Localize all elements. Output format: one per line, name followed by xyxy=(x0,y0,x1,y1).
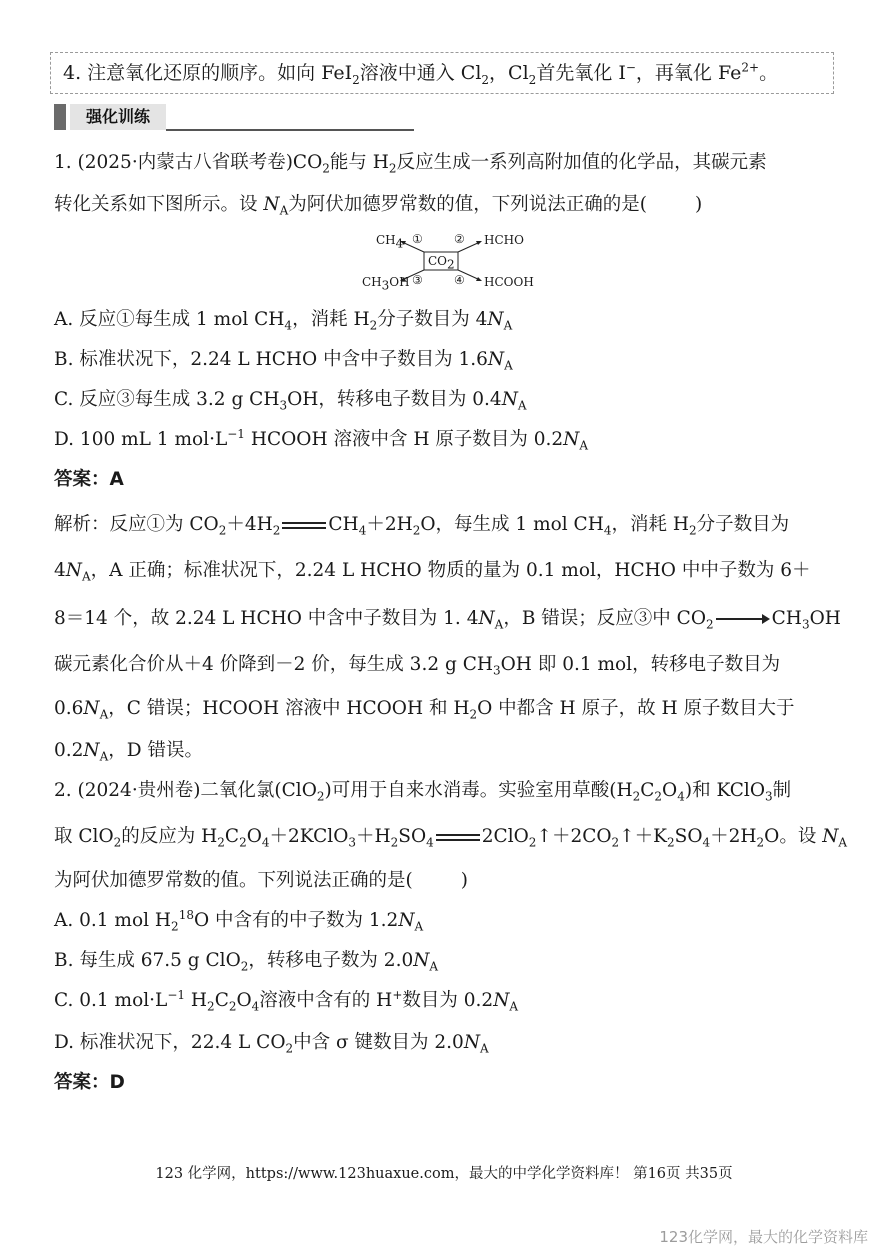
q1-option-a xyxy=(54,307,512,333)
text: C xyxy=(640,780,655,801)
text: A. 0.1 mol H xyxy=(54,910,172,931)
superscript: −1 xyxy=(167,987,186,1002)
diagram-number-4: ④ xyxy=(454,273,465,287)
q2-option-b xyxy=(54,948,438,974)
subscript: 2 xyxy=(240,959,249,974)
text: O 中含有的中子数为 1.2 xyxy=(193,910,399,931)
subscript: A xyxy=(279,203,289,218)
text: HCOOH 溶液中含 H 原子数目为 0.2 xyxy=(244,429,564,450)
subscript: 2 xyxy=(228,999,237,1014)
subscript: 2 xyxy=(217,835,225,850)
subscript: A xyxy=(517,398,527,413)
subscript: 4 xyxy=(603,523,612,538)
subscript: 4 xyxy=(677,789,685,804)
q1-explanation-line-5 xyxy=(54,696,794,722)
constant-n: N xyxy=(413,950,430,971)
subscript: 3 xyxy=(279,398,288,413)
text: OH xyxy=(389,275,410,289)
subscript: 2 xyxy=(352,72,360,87)
q1-option-c xyxy=(54,387,527,413)
equals-sign xyxy=(434,831,482,843)
subscript: 2 xyxy=(388,161,397,176)
q1-option-d xyxy=(54,427,588,453)
note-text: ，Cl xyxy=(489,62,529,84)
text: B. 每生成 67.5 g ClO xyxy=(54,950,241,971)
text: CO xyxy=(428,254,448,268)
text: O 中都含 H 原子，故 H 原子数目大于 xyxy=(477,698,795,719)
text: C. 反应③每生成 3.2 g CH xyxy=(54,389,280,410)
text: D. 标准状况下，22.4 L CO xyxy=(54,1032,286,1053)
text: 2ClO xyxy=(481,826,529,847)
note-box xyxy=(50,52,834,94)
superscript: 2+ xyxy=(741,60,760,75)
text: C. 0.1 mol·L xyxy=(54,990,168,1011)
text: CH xyxy=(328,514,359,535)
subscript: 2 xyxy=(272,523,281,538)
constant-n: N xyxy=(487,309,504,330)
text: O xyxy=(662,780,678,801)
q2-stem-line-2 xyxy=(54,824,847,850)
q1-explanation-line-2 xyxy=(54,558,811,584)
subscript: 2 xyxy=(369,318,378,333)
text: ，D 错误。 xyxy=(108,740,203,761)
subscript: 4 xyxy=(702,835,711,850)
note-text: 首先氧化 I xyxy=(536,62,626,84)
constant-n: N xyxy=(563,429,580,450)
subscript: 2 xyxy=(207,999,215,1014)
subscript: 2 xyxy=(611,835,620,850)
q1-stem-line-1 xyxy=(54,150,767,176)
text: ＋4H xyxy=(226,514,273,535)
note-text: 溶液中通入 Cl xyxy=(359,62,482,84)
constant-n: N xyxy=(263,194,280,215)
text: 碳元素化合价从＋4 价降到－2 价，每生成 3.2 g CH xyxy=(54,654,493,675)
subscript: A xyxy=(504,358,513,373)
text: 数目为 0.2 xyxy=(402,990,494,1011)
subscript: A xyxy=(480,1041,489,1056)
text: 能与 H xyxy=(329,152,389,173)
subscript: 2 xyxy=(756,835,765,850)
text: 分子数目为 4 xyxy=(377,309,488,330)
subscript: 2 xyxy=(469,707,478,722)
subscript: 2 xyxy=(218,523,227,538)
text: 中含 σ 键数目为 2.0 xyxy=(293,1032,464,1053)
subscript: 4 xyxy=(261,835,270,850)
text: O。设 xyxy=(764,826,823,847)
constant-n: N xyxy=(501,389,518,410)
text: 的反应为 H xyxy=(121,826,218,847)
section-heading xyxy=(54,104,414,130)
text: C xyxy=(214,990,229,1011)
subscript: 2 xyxy=(528,835,537,850)
q1-explanation-line-6 xyxy=(54,738,203,764)
q1-stem-line-2 xyxy=(54,192,702,218)
q1-explanation-line-3 xyxy=(54,606,841,632)
page-footer: 123 化学网，https://www.123huaxue.com，最大的中学化学资料库！ 第16页 共35页 xyxy=(155,1166,733,1182)
subscript: 4 xyxy=(395,236,404,251)
answer-value: D xyxy=(109,1072,125,1093)
text: ，消耗 H xyxy=(611,514,689,535)
q2-option-a xyxy=(54,908,423,934)
subscript: A xyxy=(414,919,424,934)
constant-n: N xyxy=(822,826,839,847)
text: 解析：反应①为 CO xyxy=(54,514,219,535)
q1-explanation-line-4 xyxy=(54,652,780,678)
text: 制 xyxy=(772,780,792,801)
diagram-hcho: HCHO xyxy=(484,233,524,247)
text: ，A 正确；标准状况下，2.24 L HCHO 物质的量为 0.1 mol，HCHO 中中子数为 6＋ xyxy=(90,560,811,581)
subscript: A xyxy=(429,959,439,974)
reaction-arrow xyxy=(714,613,772,625)
subscript: 2 xyxy=(322,161,330,176)
text: O，每生成 1 mol CH xyxy=(420,514,604,535)
text: 8＝14 个，故 2.24 L HCHO 中含中子数目为 1. 4 xyxy=(54,608,479,629)
note-text: 4. 注意氧化还原的顺序。如向 FeI xyxy=(63,62,353,84)
text: ＋2H xyxy=(366,514,413,535)
text: SO xyxy=(398,826,427,847)
subscript: 2 xyxy=(390,835,399,850)
text: 为阿伏加德罗常数的值，下列说法正确的是( xyxy=(288,194,647,215)
constant-n: N xyxy=(478,608,495,629)
subscript: A xyxy=(509,999,519,1014)
subscript: A xyxy=(494,617,504,632)
text: ，消耗 H xyxy=(292,309,370,330)
q2-answer xyxy=(54,1070,125,1096)
q1-explanation-line-1 xyxy=(54,512,789,538)
subscript: 2 xyxy=(654,789,663,804)
text: 2. (2024·贵州卷)二氧化氯(ClO xyxy=(54,780,317,801)
text: O xyxy=(246,826,262,847)
text: OH，转移电子数目为 0.4 xyxy=(287,389,502,410)
subscript: 2 xyxy=(528,72,537,87)
diagram-ch4 xyxy=(376,233,404,251)
subscript: 4 xyxy=(251,999,260,1014)
text: )和 KClO xyxy=(684,780,766,801)
text: C xyxy=(224,826,240,847)
subscript: A xyxy=(81,569,91,584)
text: 转化关系如下图所示。设 xyxy=(54,194,264,215)
q2-stem-line-1 xyxy=(54,778,791,804)
text: ，转移电子数为 2.0 xyxy=(248,950,414,971)
answer-label: 答案： xyxy=(54,1072,110,1093)
diagram-number-3: ③ xyxy=(412,273,423,287)
subscript: 2 xyxy=(316,789,325,804)
text: ＋2KClO xyxy=(269,826,349,847)
constant-n: N xyxy=(83,740,100,761)
answer-value: A xyxy=(109,469,124,490)
watermark-text: 123化学网，最大的化学资料库 xyxy=(659,1228,868,1246)
subscript: A xyxy=(579,438,589,453)
subscript: 2 xyxy=(239,835,247,850)
q2-option-d xyxy=(54,1030,489,1056)
constant-n: N xyxy=(493,990,510,1011)
diagram-hcooh: HCOOH xyxy=(484,275,534,289)
text: D. 100 mL 1 mol·L xyxy=(54,429,228,450)
heading-bar-decoration xyxy=(54,104,66,130)
superscript: + xyxy=(392,987,403,1002)
constant-n: N xyxy=(487,349,505,370)
subscript: 3 xyxy=(348,835,357,850)
text: CH xyxy=(362,275,382,289)
diagram-number-1: ① xyxy=(412,232,423,246)
text: 1. (2025·内蒙古八省联考卷)CO xyxy=(54,152,323,173)
subscript: A xyxy=(503,318,513,333)
q2-option-c xyxy=(54,988,518,1014)
text: 0.6 xyxy=(54,698,84,719)
subscript: 2 xyxy=(632,789,641,804)
q1-answer xyxy=(54,467,124,493)
text: 溶液中含有的 H xyxy=(259,990,393,1011)
subscript: 2 xyxy=(667,835,675,850)
constant-n: N xyxy=(398,910,415,931)
text: B. 标准状况下，2.24 L HCHO 中含中子数目为 1.6 xyxy=(54,349,488,370)
subscript: 2 xyxy=(447,257,455,272)
diagram-center-co2 xyxy=(428,254,455,272)
subscript: 4 xyxy=(426,835,434,850)
equals-sign xyxy=(280,519,328,531)
text: CH xyxy=(771,608,802,629)
constant-n: N xyxy=(83,698,100,719)
subscript: 2 xyxy=(706,617,714,632)
subscript: 3 xyxy=(801,617,810,632)
text: 0.2 xyxy=(54,740,84,761)
text: ＋H xyxy=(356,826,391,847)
subscript: A xyxy=(99,749,109,764)
subscript: 3 xyxy=(381,278,390,293)
subscript: 4 xyxy=(284,318,293,333)
diagram-number-2: ② xyxy=(454,232,465,246)
text: 分子数目为 xyxy=(696,514,790,535)
subscript: 2 xyxy=(412,523,421,538)
diagram-ch3oh xyxy=(362,275,410,293)
text: ) xyxy=(460,870,468,891)
text: OH xyxy=(809,608,841,629)
text: 4 xyxy=(54,560,66,581)
text: )可用于自来水消毒。实验室用草酸(H xyxy=(324,780,633,801)
text: A. 反应①每生成 1 mol CH xyxy=(54,309,285,330)
carbon-conversion-diagram xyxy=(362,228,542,296)
subscript: 3 xyxy=(765,789,773,804)
subscript: 2 xyxy=(689,523,697,538)
note-text: 。 xyxy=(759,62,779,84)
text: O xyxy=(236,990,252,1011)
text: ↑＋2CO xyxy=(536,826,612,847)
text: ，B 错误；反应③中 CO xyxy=(503,608,707,629)
subscript: 2 xyxy=(285,1041,294,1056)
text: CH xyxy=(376,233,396,247)
text: H xyxy=(185,990,208,1011)
superscript: − xyxy=(625,60,636,75)
text: 反应生成一系列高附加值的化学品，其碳元素 xyxy=(396,152,767,173)
subscript: A xyxy=(99,707,109,722)
subscript: 2 xyxy=(113,835,122,850)
text: 取 ClO xyxy=(54,826,114,847)
constant-n: N xyxy=(65,560,82,581)
text: ↑＋K xyxy=(619,826,667,847)
subscript: 3 xyxy=(493,663,501,678)
text: OH 即 0.1 mol，转移电子数目为 xyxy=(500,654,781,675)
note-text: ，再氧化 Fe xyxy=(635,62,742,84)
text: 为阿伏加德罗常数的值。下列说法正确的是( xyxy=(54,870,413,891)
superscript: 18 xyxy=(178,907,194,922)
answer-label: 答案： xyxy=(54,469,110,490)
subscript: A xyxy=(838,835,848,850)
subscript: 2 xyxy=(171,919,179,934)
subscript: 2 xyxy=(481,72,490,87)
q1-option-b xyxy=(54,347,513,373)
text: ) xyxy=(694,194,703,215)
q2-stem-line-3 xyxy=(54,868,468,894)
text: ＋2H xyxy=(710,826,757,847)
heading-underline xyxy=(166,129,414,131)
text: SO xyxy=(674,826,703,847)
text: ，C 错误；HCOOH 溶液中 HCOOH 和 H xyxy=(108,698,470,719)
superscript: −1 xyxy=(227,426,245,441)
subscript: 4 xyxy=(358,523,367,538)
constant-n: N xyxy=(463,1032,481,1053)
section-title: 强化训练 xyxy=(70,104,166,130)
